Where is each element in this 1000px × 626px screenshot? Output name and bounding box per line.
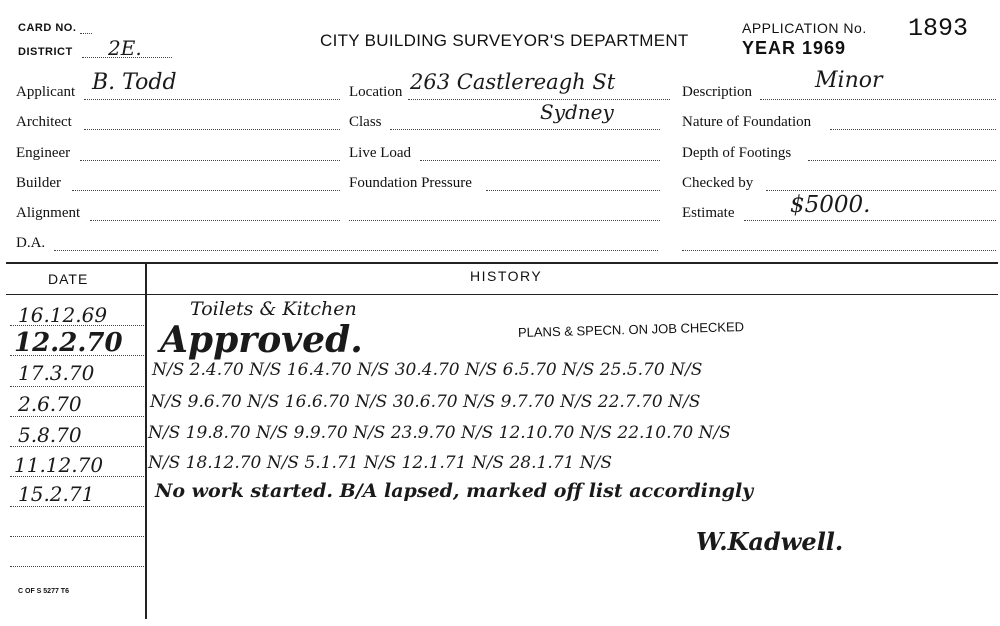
class-label: Class (349, 114, 382, 130)
application-number: 1893 (908, 14, 969, 43)
row-date-4: 2.6.70 (18, 392, 82, 416)
nature-of-foundation-label: Nature of Foundation (682, 114, 812, 130)
builder-label: Builder (16, 175, 61, 191)
architect-label: Architect (16, 114, 72, 130)
row-date-1: 16.12.69 (18, 303, 108, 327)
description-value: Minor (815, 68, 883, 93)
department-title: CITY BUILDING SURVEYOR'S DEPARTMENT (320, 31, 689, 50)
row-entry-4: N/S 9.6.70 N/S 16.6.70 N/S 30.6.70 N/S 9.7.70 N/S 22.7.70 N/S (150, 392, 701, 412)
location-value: 263 Castlereagh St (410, 70, 616, 94)
da-label: D.A. (16, 235, 46, 251)
row-entry-3: N/S 2.4.70 N/S 16.4.70 N/S 30.4.70 N/S 6.5.70 N/S 25.5.70 N/S (152, 360, 703, 380)
card-no-label: CARD NO. (18, 22, 77, 34)
row-date-3: 17.3.70 (18, 361, 95, 385)
description-label: Description (682, 84, 752, 100)
form-code: C OF S 5277 T6 (18, 588, 69, 595)
foundation-pressure-label: Foundation Pressure (349, 175, 472, 191)
checked-by-label: Checked by (682, 175, 754, 191)
row-date-2: 12.2.70 (14, 328, 123, 358)
applicant-label: Applicant (16, 84, 76, 100)
location-value-2: Sydney (540, 100, 614, 124)
live-load-label: Live Load (349, 145, 412, 161)
application-label: APPLICATION No. (742, 20, 867, 36)
approval-stamp: PLANS & SPECN. ON JOB CHECKED (517, 319, 745, 340)
row-entry-1: Toilets & Kitchen (190, 298, 357, 320)
history-header: HISTORY (470, 268, 543, 284)
row-entry-7: No work started. B/A lapsed, marked off list accordingly (155, 480, 754, 502)
year-label: YEAR 1969 (742, 38, 847, 58)
applicant-value: B. Todd (92, 70, 177, 95)
signature: W.Kadwell. (696, 527, 844, 556)
estimate-label: Estimate (682, 205, 735, 221)
row-date-6: 11.12.70 (14, 453, 104, 477)
location-label: Location (349, 84, 403, 100)
row-entry-2: Approved. (160, 319, 363, 361)
engineer-label: Engineer (16, 145, 71, 161)
depth-of-footings-label: Depth of Footings (682, 145, 792, 161)
row-date-5: 5.8.70 (18, 423, 82, 447)
date-header: DATE (48, 271, 89, 287)
district-value: 2E. (108, 36, 142, 60)
row-date-7: 15.2.71 (18, 482, 95, 506)
estimate-value: $5000. (790, 192, 871, 218)
district-label: DISTRICT (18, 46, 73, 58)
row-entry-5: N/S 19.8.70 N/S 9.9.70 N/S 23.9.70 N/S 12.10.70 N/S 22.10.70 N/S (148, 423, 731, 443)
alignment-label: Alignment (16, 205, 81, 221)
row-entry-6: N/S 18.12.70 N/S 5.1.71 N/S 12.1.71 N/S 28.1.71 N/S (148, 453, 613, 473)
